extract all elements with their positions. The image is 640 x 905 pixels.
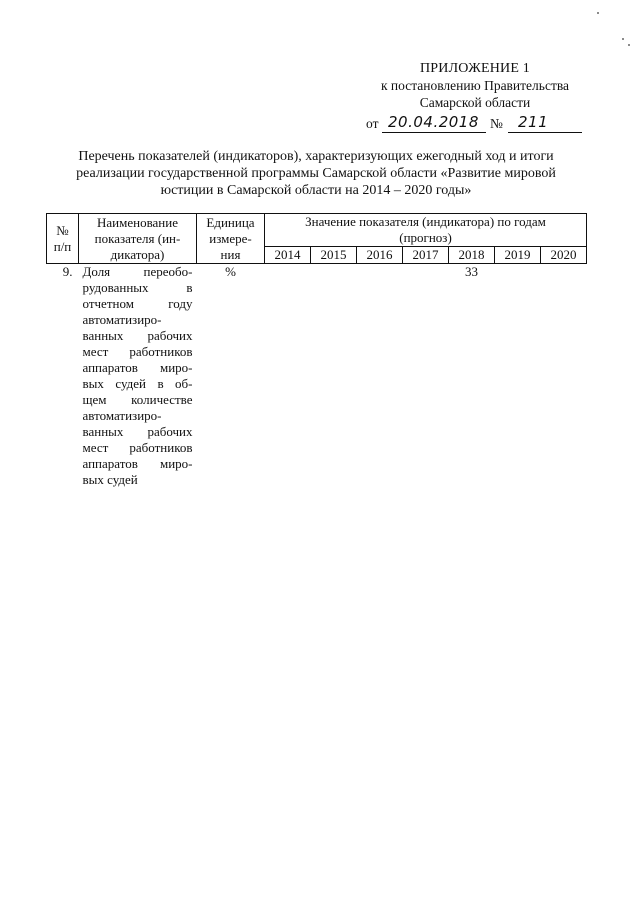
- header-num-line-1: №: [56, 222, 69, 238]
- header-num: [47, 214, 79, 264]
- row-value-2018: 33: [465, 264, 478, 279]
- row-value-2020: [541, 264, 587, 489]
- row-value-2015: [311, 264, 357, 489]
- header-year: 2018: [449, 247, 495, 264]
- date-label: от: [366, 116, 379, 131]
- row-number: 9.: [62, 264, 73, 279]
- name-line: аппаратов миро-: [82, 456, 193, 471]
- document-title-line-2: реализации государственной программы Самарской области «Развитие мировой: [76, 166, 556, 181]
- header-unit: [197, 214, 265, 264]
- document-title-line-3: юстиции в Самарской области на 2014 – 2020 годы»: [160, 183, 472, 198]
- name-line: рудованных в: [82, 280, 193, 295]
- scan-speck: [597, 12, 599, 14]
- row-value-2017: [403, 264, 449, 489]
- header-values: [265, 214, 587, 247]
- date-handwritten: 20.04.2018: [388, 113, 479, 131]
- indicators-table: [46, 213, 587, 488]
- header-values-line-2: (прогноз): [399, 230, 452, 245]
- row-unit: %: [225, 264, 236, 279]
- name-line: ванных рабочих: [82, 424, 193, 439]
- name-line: вых судей в об-: [82, 376, 193, 391]
- header-year: 2015: [311, 247, 357, 264]
- appendix-header: [360, 60, 590, 111]
- number-underline: [508, 132, 582, 133]
- name-line: щем количестве: [82, 392, 193, 407]
- document-title: [46, 148, 586, 199]
- table-row: [47, 264, 587, 489]
- appendix-line-2: Самарской области: [419, 95, 531, 110]
- header-year: 2014: [265, 247, 311, 264]
- document-title-line-1: Перечень показателей (индикаторов), характеризующих ежегодный ход и итоги: [78, 149, 554, 164]
- header-year: 2019: [495, 247, 541, 264]
- header-unit-line-2: измере-: [209, 230, 252, 246]
- date-underline: [382, 132, 486, 133]
- name-line: отчетном году: [82, 296, 193, 311]
- name-line: вых судей: [82, 472, 138, 487]
- number-handwritten: 211: [518, 113, 549, 131]
- header-values-line-1: Значение показателя (индикатора) по годам: [305, 214, 546, 229]
- scan-speck: [622, 38, 624, 40]
- appendix-title: ПРИЛОЖЕНИЕ 1: [419, 61, 531, 76]
- header-unit-line-3: ния: [220, 246, 241, 262]
- name-line: автоматизиро-: [82, 312, 162, 327]
- name-line: мест работников: [82, 344, 193, 359]
- row-value-2019: [495, 264, 541, 489]
- scan-speck: [628, 44, 630, 46]
- header-year: 2017: [403, 247, 449, 264]
- header-unit-line-1: Единица: [206, 214, 255, 230]
- header-name-line-2: показателя (ин-: [94, 230, 181, 246]
- row-value-2016: [357, 264, 403, 489]
- header-name-line-1: Наименование: [97, 214, 178, 230]
- name-line: мест работников: [82, 440, 193, 455]
- header-name-line-3: дикатора): [110, 246, 165, 262]
- row-indicator-name: [79, 264, 197, 489]
- name-line: Доля переобо-: [82, 264, 193, 279]
- header-year: 2016: [357, 247, 403, 264]
- header-num-line-2: п/п: [53, 238, 72, 254]
- number-label: №: [490, 116, 503, 131]
- name-line: автоматизиро-: [82, 408, 162, 423]
- header-name: [79, 214, 197, 264]
- row-value-2014: [265, 264, 311, 489]
- name-line: ванных рабочих: [82, 328, 193, 343]
- header-year: 2020: [541, 247, 587, 264]
- appendix-line-1: к постановлению Правительства: [380, 78, 570, 93]
- name-line: аппаратов миро-: [82, 360, 193, 375]
- resolution-date-number: [366, 113, 582, 133]
